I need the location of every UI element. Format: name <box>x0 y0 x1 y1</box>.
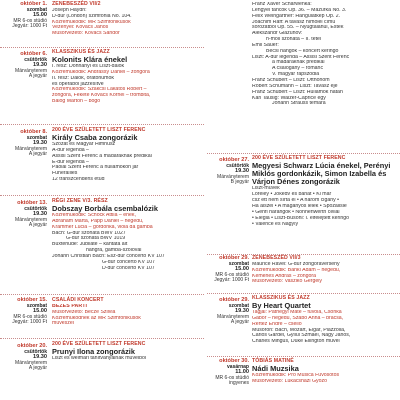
event-meta <box>207 158 249 186</box>
separator <box>0 124 204 125</box>
event-line: zongora, Fekete Kovács Kornél – trombita, <box>52 93 151 99</box>
program-line: Karl Tausig: Walzer-Caprice egy <box>252 95 326 101</box>
event-line: Ha alszel • A magányos lélek • Spozálisie <box>252 203 347 209</box>
event-time: 19.30 <box>33 211 47 218</box>
event-day: szombat <box>228 302 249 309</box>
event-line: II. rész: Dalok, oratóriumok <box>52 75 114 81</box>
event-day: csütörtök <box>226 162 249 169</box>
event-price: B jegyár <box>230 179 249 186</box>
separator <box>0 294 204 295</box>
event-line: Balog Márton – bőgő <box>52 99 101 105</box>
event-line: E-dúr legenda – <box>52 159 89 165</box>
event-price: A jegyár <box>28 73 47 80</box>
event-date: október 30. <box>219 358 249 364</box>
program-line: Franz Schubert – Liszt: Ofthonom <box>252 77 330 83</box>
event-line: Műsorvezető: Vasziko Gergely <box>252 279 322 285</box>
event-title: Prunyi Ilona zongorázik <box>52 346 135 356</box>
event-venue: Márványterem <box>15 145 47 152</box>
separator <box>207 293 400 294</box>
event-time: 15.00 <box>235 266 249 273</box>
event-category: ZENEBESZÉD VII/2 <box>52 1 101 7</box>
program-line: Liszt: A-dúr legenda – Assisi Szent Ferenc <box>252 54 350 60</box>
event-line: BEZES PARTI <box>52 303 88 309</box>
event-line: Carlos Gardel, Gyllul Szmael, Nagy János, <box>252 333 351 339</box>
program-line: h-moll szonáta – II. tétel <box>266 37 322 43</box>
event-price: A jegyár <box>28 151 47 158</box>
event-line: Gábor – hegedű, Szabó Anna – brácsa, <box>252 315 344 321</box>
event-line: Bach: G-dúr szonáta BWV 1027 <box>52 230 126 236</box>
event-day: csütörtök <box>24 56 47 63</box>
event-time: 19.30 <box>33 354 47 361</box>
program-continuation <box>252 2 400 107</box>
event-line: Buxtehude: Jubiláte – kantáta alt <box>52 242 128 248</box>
separator <box>207 153 400 154</box>
event-price: A jegyár <box>230 319 249 326</box>
event-time: 19.30 <box>235 308 249 315</box>
event-line: csz étt nem sírta el • A három cigány • <box>252 198 339 204</box>
event-line: Paolai Szent Ferenc a hullámokon jár <box>52 165 139 171</box>
program-line: Bécsi hangok – koncert keringő <box>266 48 339 54</box>
event-title: By Heart Quartet <box>252 300 311 310</box>
event-meta <box>0 344 47 372</box>
event-category: TÓBIÁS MATINÉ <box>252 358 294 364</box>
separator <box>207 356 400 357</box>
event-line: Charles Mingus, Duke Ellington művei <box>252 339 340 345</box>
event-venue: Márványterem <box>217 313 249 320</box>
event-day: szombat <box>26 6 47 13</box>
event-venue: Márványterem <box>15 216 47 223</box>
event-date: október 20. <box>17 343 47 349</box>
event-meta <box>207 256 249 284</box>
event-title: Kolonits Klára énekel <box>52 54 128 64</box>
event-meta <box>207 298 249 326</box>
program-line: A csalogány – románc <box>272 66 324 72</box>
event-line: Műsorvezető: Kovács Sándor <box>52 31 120 37</box>
event-title: Megyesi Schwarz Lúcia énekel, Perényi Miklós gordonkázik, Simon Izabella és Várjon Dénes zongorázik <box>252 160 391 187</box>
event-meta <box>0 130 47 158</box>
event-category: 200 ÉVE SZÜLETETT LISZT FERENC <box>52 341 146 347</box>
event-time: 15.00 <box>33 308 47 315</box>
event-line: Rertéz Endre – cselló <box>252 321 302 327</box>
event-line: Á-dúr legenda – <box>52 147 89 153</box>
event-line: hangra, gamba-szólóval <box>86 248 142 254</box>
program-line: Lengyel táncok Op. 36. – Mazurka No. 3. <box>252 7 347 13</box>
program-line: Felix Weingartner: Hangulatkép Op. 2. <box>252 13 341 19</box>
event-line: Közreműködik: Andrássy Dániel – zongora <box>52 69 150 75</box>
event-line: Közreműködnek az MR Szimfonikusok <box>52 315 141 321</box>
event-body <box>52 342 204 362</box>
event-venue: MR 6-os stúdió <box>215 374 249 381</box>
event-category: CSALÁDI KONCERT <box>52 297 104 303</box>
event-meta <box>0 2 47 30</box>
event-line: Ábrahám Márta, Papp Dániel – hegedű, <box>52 218 144 224</box>
event-line: Műsorvezető: Lukácsházi Győző <box>252 378 327 384</box>
event-venue: Márványterem <box>217 173 249 180</box>
event-line: 12 transzcendens etűd <box>52 177 105 183</box>
event-price: ingyenes <box>228 380 249 387</box>
event-line: I. rész: Dohnányi és Liszt-dalok <box>52 64 125 70</box>
event-body <box>52 298 204 327</box>
event-line: Kemenes András – zongora <box>252 273 317 279</box>
event-line: Közreműködik: Schöck Attila – ének, <box>52 213 136 219</box>
event-line: Tagjai: Páthegyi Máté – fuvola, Csonka <box>252 310 342 316</box>
event-line: Közreműködik: MR Szimfonikusok <box>52 19 131 25</box>
separator <box>0 195 204 196</box>
event-line: Közreműködik: Szakcsi Lakatos Róbert – <box>52 87 147 93</box>
program-line: Franz Schubert – Liszt: Hullámok hátán <box>252 89 343 95</box>
event-line: D-dúr concerto KV 107 <box>102 265 155 271</box>
program-line: a madaraknak prédikál <box>272 60 325 66</box>
event-date: október 8. <box>20 129 47 135</box>
program-line: Franz Xaver Scharwenka: <box>252 2 312 7</box>
event-line: Közreműködik: Bánki Ádám – hegedű, <box>252 267 341 273</box>
separator <box>0 47 204 48</box>
event-body <box>52 128 204 183</box>
event-day: vasárnap <box>227 363 249 370</box>
event-venue: Márványterem <box>15 359 47 366</box>
event-venue: MR 6-os stúdió <box>13 17 47 24</box>
event-line: Közreműködik: Pro Musica Fúvósötös <box>252 373 340 379</box>
event-line: Loreley • Jökedv és bánat • Ki már <box>252 192 332 198</box>
program-line: Alekszandr Glazunov: <box>252 31 303 37</box>
event-date: október 6. <box>20 51 47 57</box>
separator <box>0 338 204 339</box>
event-date: október 1. <box>20 1 47 7</box>
program-line: V. magyar rapszódia <box>272 72 320 78</box>
event-category: RÉGI ZENE V/3. RÉSZ <box>52 198 108 204</box>
event-date: október 29. <box>219 297 249 303</box>
event-price: A jegyár <box>28 222 47 229</box>
event-time: 19.30 <box>235 168 249 175</box>
event-category: KLASSZIKUS ÉS JAZZ <box>52 49 110 55</box>
event-line: művészei <box>52 321 74 327</box>
event-category: KLASSZIKUS ÉS JAZZ <box>252 295 310 301</box>
event-price: Jegyár: 1000 Ft <box>214 277 249 284</box>
event-category: ZENEBESZÉD VII/3 <box>252 255 301 261</box>
event-line: Krammer Lúcia – gordonka, viola da gamba <box>52 224 153 230</box>
program-line: Emil Sauer: <box>252 42 279 48</box>
event-venue: MR 6-os stúdió <box>13 313 47 320</box>
event-body <box>252 359 400 385</box>
event-line: Liszt és weimari tanítványainak műveiből <box>52 356 146 362</box>
event-price: Jegyár: 1000 Ft <box>12 23 47 30</box>
event-title: Dobszay Borbála csembalózik <box>52 203 158 213</box>
event-line: Funerailles <box>52 171 78 177</box>
event-meta <box>0 52 47 80</box>
event-line: Joseph Haydn: <box>52 7 87 13</box>
event-line: • Elégia • Liszt-Busoni: I. elfelejtett keringő <box>252 215 350 221</box>
event-day: csütörtök <box>24 205 47 212</box>
event-day: szombat <box>26 134 47 141</box>
event-line: Johann Christian Bach: Esz-dúr concerto KV 107 <box>52 253 165 259</box>
event-line: D-dúr (London) szimfónia No. 104. <box>52 13 132 19</box>
right-column <box>207 0 400 400</box>
event-line: Műsoron: Bach, Mozart, Elgar, Piazzolla, <box>252 327 346 333</box>
event-body <box>52 50 204 105</box>
event-line: Műsorvezető: Becze Szilvia <box>52 309 116 315</box>
event-line: Liszt-művek <box>252 186 280 192</box>
event-price: Jegyár: 1000 Ft <box>12 319 47 326</box>
event-body <box>52 199 204 271</box>
event-line: Maurice Ravel: G-dúr zongoraverseny <box>252 261 340 267</box>
event-title: Nádi Muzsika <box>252 363 299 373</box>
program-line: Johann Strauss témára <box>272 101 326 107</box>
event-line: Vezényel: Kovács János <box>52 25 109 31</box>
event-line: Assisi Szent Ferenc a madaraknak prédikál <box>52 153 152 159</box>
event-venue: MR 6-os stúdió <box>215 271 249 278</box>
event-date: október 13. <box>17 200 47 206</box>
event-date: október 29. <box>219 255 249 261</box>
program-line: Robert Schumann – Liszt: Tavasz éje <box>252 83 338 89</box>
event-title: Király Csaba zongorázik <box>52 132 138 142</box>
event-body <box>252 156 400 227</box>
event-time: 19.30 <box>33 140 47 147</box>
event-meta <box>207 359 249 387</box>
event-category: 200 ÉVE SZÜLETETT LISZT FERENC <box>252 155 346 161</box>
event-line: • Genfi harangok • Nonnenwerth cellái <box>252 209 340 215</box>
event-body <box>252 296 400 345</box>
event-line: G-dúr concerto KV 107 <box>102 259 156 265</box>
event-meta <box>0 298 47 326</box>
event-body <box>252 256 400 285</box>
program-line: Joachim Raff: A tavasz hímölei című <box>252 19 336 25</box>
event-time: 11.00 <box>235 369 249 376</box>
event-venue: Márványterem <box>15 67 47 74</box>
program-line: sorozatból Op. 55. – Nyugtalanul, Esték <box>252 25 344 31</box>
event-meta <box>0 201 47 229</box>
event-day: szombat <box>228 260 249 267</box>
event-line: G-dúr szonáta BWV 1019 <box>66 236 126 242</box>
event-date: október 15. <box>17 297 47 303</box>
event-time: 15.00 <box>33 12 47 19</box>
event-time: 19.30 <box>33 62 47 69</box>
event-price: A jegyár <box>28 365 47 372</box>
event-day: csütörtök <box>24 348 47 355</box>
event-line: • Valence és Nagyíy <box>252 221 299 227</box>
event-category: 200 ÉVE SZÜLETETT LISZT FERENC <box>52 127 146 133</box>
event-day: szombat <box>26 302 47 309</box>
event-line: és operából jazzesítve <box>52 81 104 87</box>
event-body <box>52 2 204 37</box>
event-line: Szózat és Magyar Himnusz <box>52 142 116 148</box>
event-date: október 27. <box>219 157 249 163</box>
